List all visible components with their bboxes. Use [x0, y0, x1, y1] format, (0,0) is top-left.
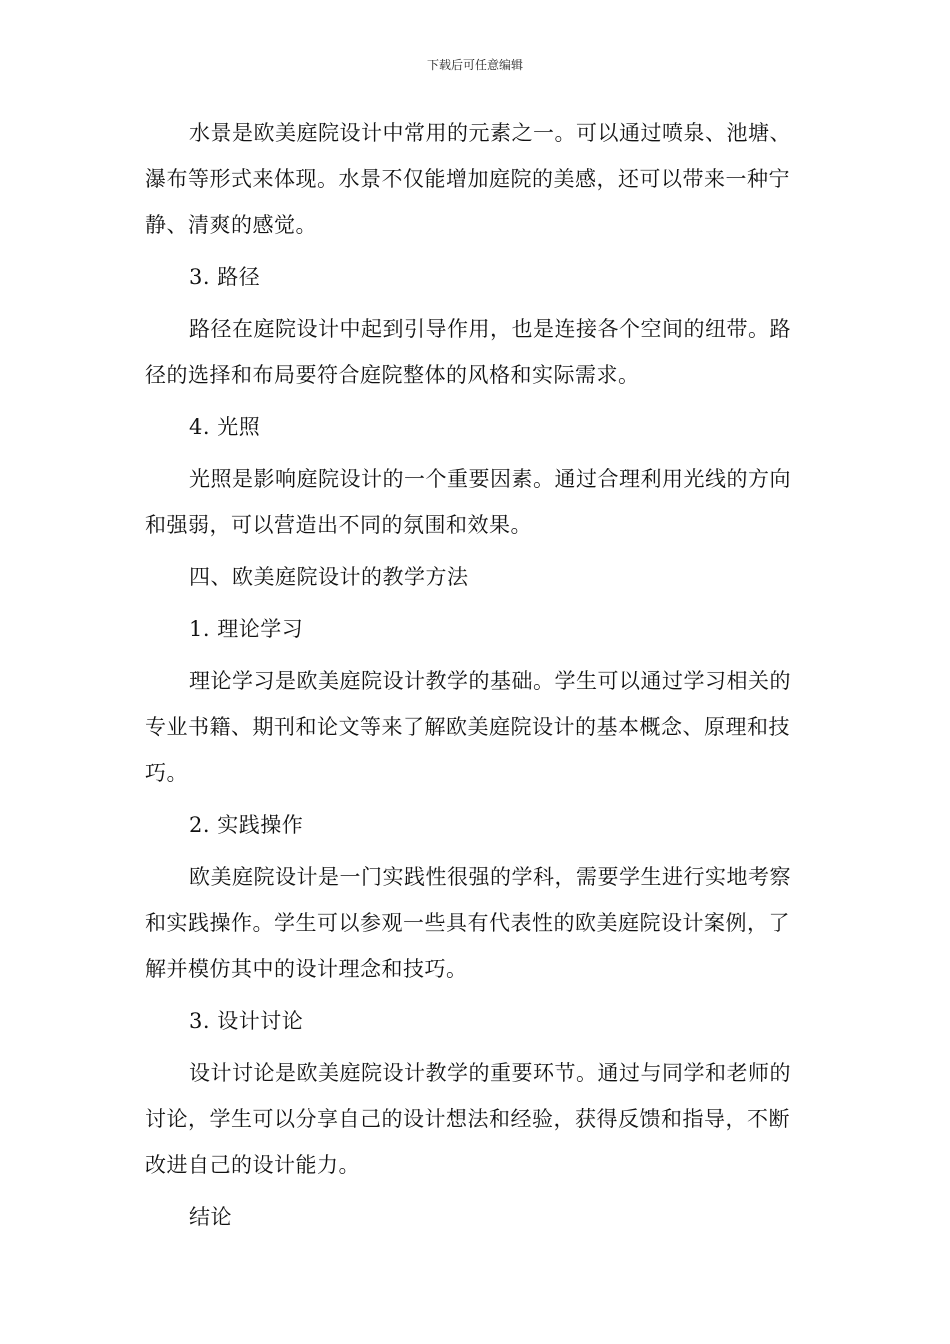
- paragraph-path: 路径在庭院设计中起到引导作用，也是连接各个空间的纽带。路径的选择和布局要符合庭院整体的风格和实际需求。: [145, 317, 791, 387]
- paragraph-lighting: 光照是影响庭院设计的一个重要因素。通过合理利用光线的方向和强弱，可以营造出不同的氛围和效果。: [145, 467, 791, 537]
- heading-theory-learning: 1. 理论学习: [189, 617, 304, 641]
- paragraph-theory-learning: 理论学习是欧美庭院设计教学的基础。学生可以通过学习相关的专业书籍、期刊和论文等来了解欧美庭院设计的基本概念、原理和技巧。: [145, 669, 791, 785]
- heading-design-discussion: 3. 设计讨论: [189, 1009, 304, 1033]
- paragraph-practice: 欧美庭院设计是一门实践性很强的学科，需要学生进行实地考察和实践操作。学生可以参观一些具有代表性的欧美庭院设计案例，了解并模仿其中的设计理念和技巧。: [145, 865, 791, 981]
- paragraph-water-feature: 水景是欧美庭院设计中常用的元素之一。可以通过喷泉、池塘、瀑布等形式来体现。水景不仅能增加庭院的美感，还可以带来一种宁静、清爽的感觉。: [145, 121, 791, 237]
- heading-path: 3. 路径: [189, 265, 261, 289]
- heading-lighting: 4. 光照: [189, 415, 261, 439]
- heading-practice: 2. 实践操作: [189, 813, 304, 837]
- paragraph-design-discussion: 设计讨论是欧美庭院设计教学的重要环节。通过与同学和老师的讨论，学生可以分享自己的设计想法和经验，获得反馈和指导，不断改进自己的设计能力。: [145, 1061, 791, 1177]
- page-header: 下载后可任意编辑: [426, 58, 523, 72]
- heading-conclusion: 结论: [189, 1205, 232, 1229]
- document-body: [145, 110, 805, 1246]
- section-heading-teaching-methods: 四、欧美庭院设计的教学方法: [189, 565, 469, 589]
